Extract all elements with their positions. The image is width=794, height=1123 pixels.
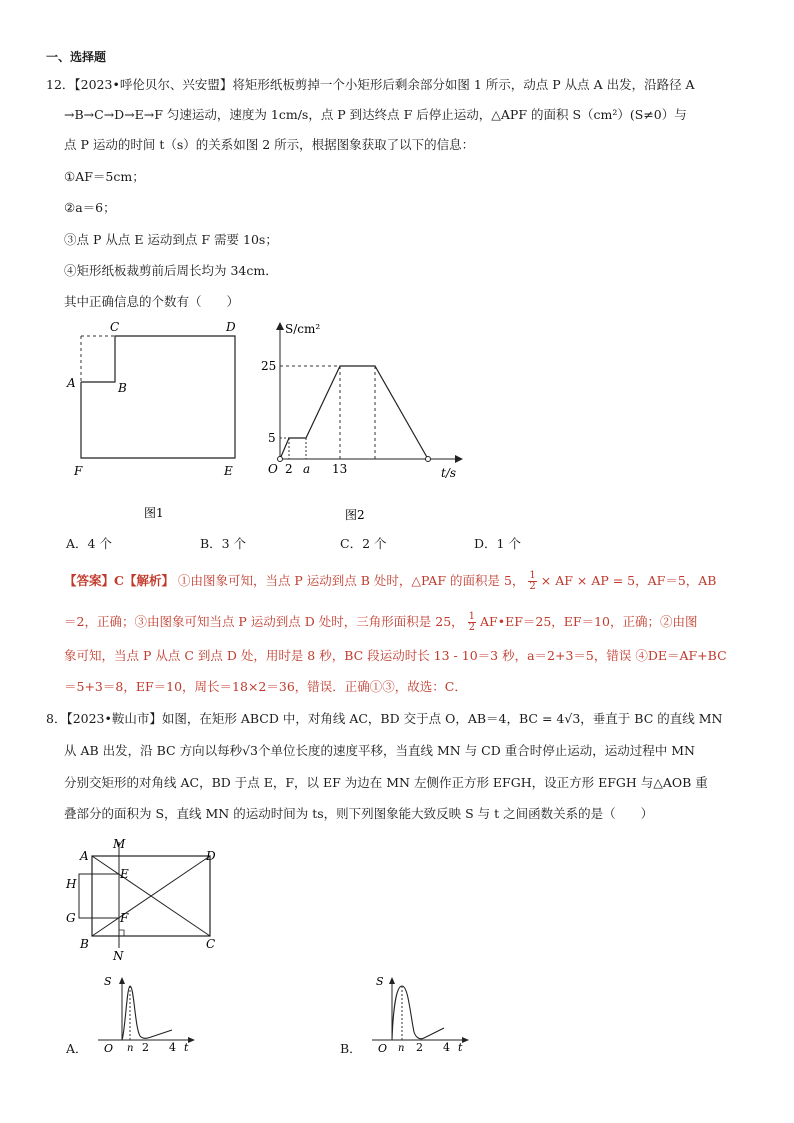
answer-tag: 【答案】C【解析】: [64, 573, 174, 588]
q12-figure-2: [261, 315, 470, 525]
q8-line1: [46, 710, 722, 728]
q8-figure: [60, 836, 230, 964]
q12-line3: 点 P 运动的时间 t（s）的关系如图 2 所示，根据图象获取了以下的信息：: [64, 137, 475, 152]
q12-choice-b[interactable]: B．3 个: [200, 536, 247, 551]
q8-line3: 分别交矩形的对角线 AC，BD 于点 E，F，以 EF 为边在 MN 左侧作正方形 EFGH，设正方形 EFGH 与△AOB 重: [64, 775, 708, 790]
graph-a-t: t: [184, 1041, 189, 1054]
fig1-label-b: B: [118, 381, 127, 395]
q12-choice-d[interactable]: D．1 个: [474, 536, 521, 551]
q12-choice-c[interactable]: C．2 个: [340, 536, 387, 551]
graph-b-4: 4: [443, 1041, 450, 1054]
fig1-label-e: E: [224, 464, 233, 478]
answer-frac2-num: 1: [468, 611, 476, 622]
answer-frac1-num: 1: [529, 570, 536, 581]
graph-b-o: O: [378, 1042, 388, 1055]
q12-answer-line4: ＝5+3＝8，EF＝10，周长＝18×2＝36，错误．正确①③，故选：C．: [64, 679, 467, 694]
q8-label-n: N: [113, 949, 124, 963]
q8-number: 8．: [46, 711, 67, 726]
graph-a-2: 2: [142, 1041, 149, 1054]
q12-choice-a[interactable]: A．4 个: [66, 536, 112, 551]
q12-item-1: ①AF＝5cm；: [64, 169, 145, 184]
section-title: 一、选择题: [46, 50, 107, 64]
q12-answer-line1: [64, 571, 717, 592]
q12-answer-line3: 象可知，当点 P 从点 C 到点 D 处，用时是 8 秒，BC 段运动时长 13 - 10＝3 秒，a＝2+3＝5，错误 ④DE＝AF+BC: [64, 648, 727, 663]
q8-label-b: B: [80, 937, 89, 951]
q12-line2: →B→C→D→E→F 匀速运动，速度为 1cm/s，点 P 到达终点 F 后停止运动，△APF 的面积 S（cm²）(S≠0）与: [64, 107, 687, 122]
q12-prompt: 其中正确信息的个数有（ ）: [64, 294, 240, 309]
q8-label-c: C: [206, 937, 216, 951]
q8-graph-a: [92, 972, 202, 1058]
q12-source: 【2023•呼伦贝尔、兴安盟】: [74, 77, 233, 92]
graph-b-t: t: [458, 1041, 463, 1054]
q8-bc-expr: BC = 4√3: [519, 711, 581, 726]
fig2-yaxis-label: S/cm²: [285, 322, 321, 336]
fig1-label-f: F: [74, 464, 83, 478]
q12-figure-1: [60, 315, 250, 520]
fig1-caption: 图1: [144, 506, 164, 520]
graph-a-o: O: [104, 1042, 114, 1055]
fig2-y5-label: 5: [268, 431, 276, 445]
q8-label-h: H: [66, 877, 77, 891]
answer-frac2-den: 2: [468, 622, 476, 633]
q8-source: 【2023•鞍山市】: [66, 711, 162, 726]
fig2-xa-label: a: [303, 462, 311, 476]
fig2-origin-label: O: [268, 462, 278, 476]
q8-label-g: G: [66, 911, 76, 925]
q8-label-m: M: [113, 837, 126, 851]
q8-label-d: D: [206, 849, 216, 863]
fig2-x13-label: 13: [332, 462, 348, 476]
q8-choice-a[interactable]: A．: [66, 1041, 88, 1056]
fig2-y25-label: 25: [261, 359, 277, 373]
q8-line4: 叠部分的面积为 S，直线 MN 的运动时间为 ts，则下列图象能大致反映 S 与 t 之间函数关系的是（ ）: [64, 806, 654, 821]
graph-a-s: S: [104, 975, 112, 988]
answer-text1: ①由图象可知，当点 P 运动到点 B 处时，△PAF 的面积是 5，: [177, 573, 525, 588]
q12-item-4: ④矩形纸板裁剪前后周长均为 34cm．: [64, 263, 278, 278]
q12-line1: [46, 76, 695, 94]
q8-graph-b: [366, 972, 476, 1058]
graph-b-2: 2: [416, 1041, 423, 1054]
q8-choice-b[interactable]: B．: [340, 1041, 362, 1056]
q8-text1c: ，垂直于 BC 的直线 MN: [580, 711, 723, 726]
answer-text2a: ＝2，正确；③由图象可知当点 P 运动到点 D 处时，三角形面积是 25，: [64, 614, 464, 629]
fig2-caption: 图2: [345, 508, 365, 522]
q8-label-f: F: [120, 911, 129, 925]
q12-answer-line2: [64, 612, 698, 633]
answer-text1c: × AF × AP = 5，AF＝5，AB: [540, 573, 717, 588]
q12-item-3: ③点 P 从点 E 运动到点 F 需要 10s；: [64, 232, 278, 247]
fig2-x2-label: 2: [285, 462, 293, 476]
q12-number: 12．: [46, 77, 75, 92]
graph-a-4: 4: [169, 1041, 176, 1054]
answer-text2b: AF•EF＝25，EF＝10，正确；②由图: [480, 614, 698, 629]
graph-b-n: n: [398, 1043, 405, 1054]
q8-text1a: 如图，在矩形 ABCD 中，对角线 AC，BD 交于点 O，AB＝4，: [161, 711, 520, 726]
q8-label-a: A: [80, 849, 89, 863]
q8-line2: 从 AB 出发，沿 BC 方向以每秒√3个单位长度的速度平移，当直线 MN 与 CD 重合时停止运动，运动过程中 MN: [64, 743, 695, 758]
fig1-label-c: C: [110, 320, 120, 334]
graph-a-n: n: [127, 1043, 134, 1054]
q12-item-2: ②a＝6；: [64, 200, 116, 215]
graph-b-s: S: [376, 975, 384, 988]
answer-frac1-den: 2: [529, 581, 536, 592]
q8-label-e: E: [120, 867, 129, 881]
fig2-xaxis-label: t/s: [441, 466, 457, 480]
q12-text1: 将矩形纸板剪掉一个小矩形后剩余部分如图 1 所示，动点 P 从点 A 出发，沿路径 A: [232, 77, 695, 92]
fig1-label-d: D: [226, 320, 236, 334]
fig1-label-a: A: [67, 376, 76, 390]
